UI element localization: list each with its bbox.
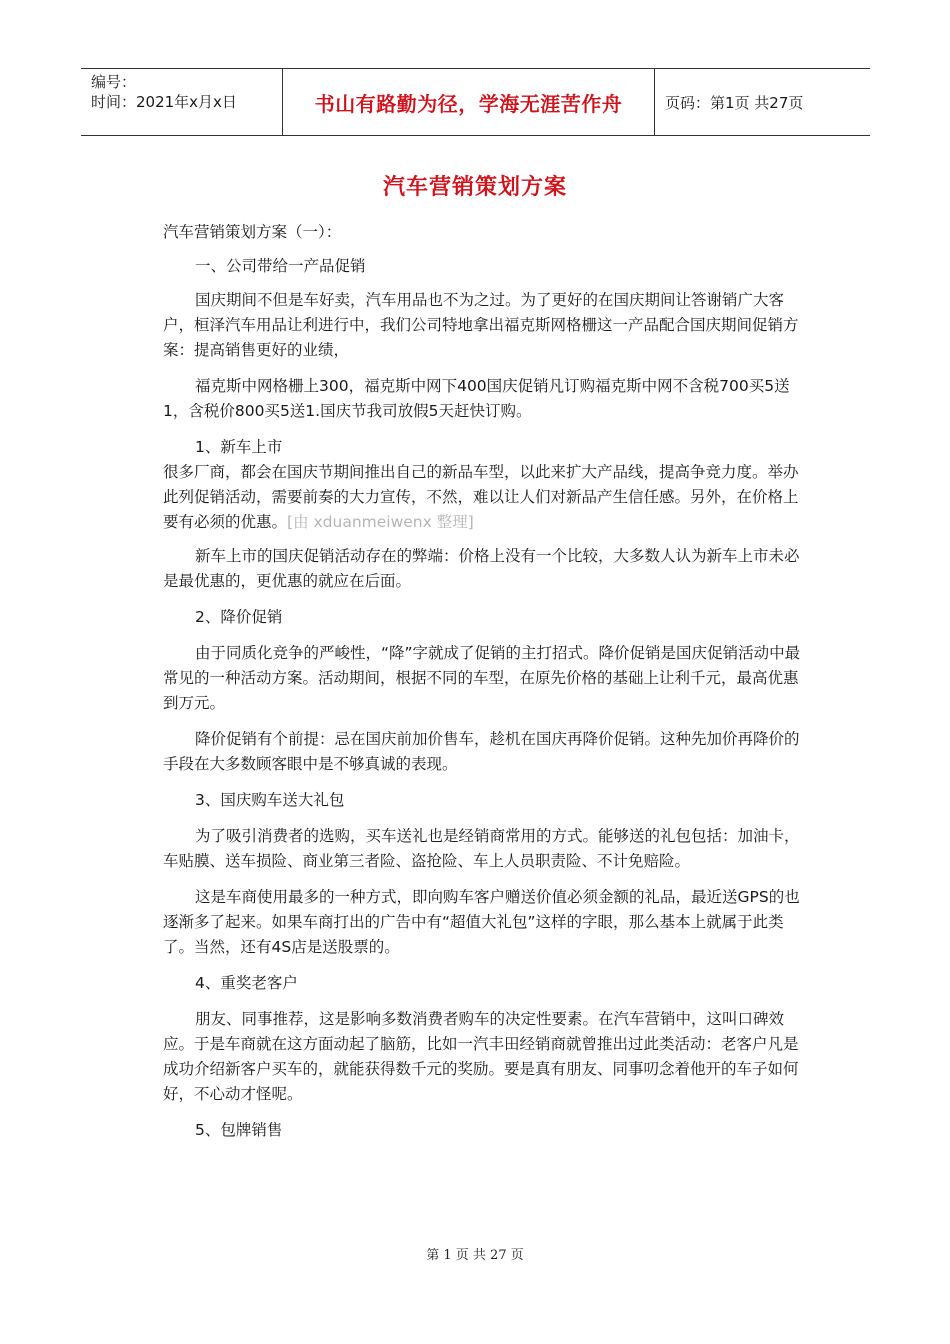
source-note: [由 xduanmeiwenx 整理] [287,513,474,531]
header-motto: 书山有路勤为径，学海无涯苦作舟 [282,69,655,135]
body-paragraph: 朋友、同事推荐，这是影响多数消费者购车的决定性要素。在汽车营销中，这叫口碑效应。于是车商就在这方面动起了脑筋，比如一汽丰田经销商就曾推出过此类活动：老客户凡是成功介绍新客户买车的，就能获得数千元的奖励。要是真有朋友、同事叨念着他开的车子如何好，不心动才怪呢。 [163,1010,799,1103]
intro-heading: 汽车营销策划方案（一）： [163,223,342,241]
body-paragraph: 国庆期间不但是车好卖，汽车用品也不为之过。为了更好的在国庆期间让答谢销广大客户，桓泽汽车用品让利进行中，我们公司特地拿出福克斯网格栅这一产品配合国庆期间促销方案：提高销售更好的业绩， [163,291,799,359]
body-paragraph: 降价促销有个前提：忌在国庆前加价售车，趁机在国庆再降价促销。这种先加价再降价的手段在大多数顾客眼中是不够真诚的表现。 [163,730,800,773]
paragraph-text: 很多厂商，都会在国庆节期间推出自己的新品车型，以此来扩大产品线，提高争竞力度。举办此列促销活动，需要前奏的大力宣传，不然，难以让人们对新品产生信任感。另外，在价格上要有必须的优惠。 [163,463,799,531]
header-page-info: 页码：第1页 共27页 [665,93,804,112]
body-paragraph: 这是车商使用最多的一种方式，即向购车客户赠送价值必须金额的礼品，最近送GPS的也逐渐多了起来。如果车商打出的广告中有“超值大礼包”这样的字眼，那么基本上就属于此类了。当然，还有4S店是送股票的。 [163,888,800,956]
list-heading: 4、重奖老客户 [195,974,298,992]
document-body [163,220,803,1143]
page-footer: 第 1 页 共 27 页 [426,1248,524,1263]
list-heading: 5、包牌销售 [195,1121,283,1139]
list-heading: 1、新车上市 [195,438,283,456]
body-paragraph: 为了吸引消费者的选购，买车送礼也是经销商常用的方式。能够送的礼包包括：加油卡，车贴膜、送车损险、商业第三者险、盗抢险、车上人员职责险、不计免赔险。 [163,827,800,870]
document-title: 汽车营销策划方案 [382,175,567,200]
body-paragraph: 由于同质化竞争的严峻性，“降”字就成了促销的主打招式。降价促销是国庆促销活动中最常见的一种活动方案。活动期间，根据不同的车型，在原先价格的基础上让利千元，最高优惠到万元。 [163,644,801,712]
page-header [81,68,870,136]
header-meta [81,69,282,135]
body-paragraph: 福克斯中网格栅上300，福克斯中网下400国庆促销凡订购福克斯中网不含税700买5送1，含税价800买5送1.国庆节我司放假5天赶快订购。 [163,377,790,420]
date-line: 时间：2021年x月x日 [91,93,237,111]
serial-label: 编号： [91,73,137,91]
body-paragraph: 新车上市的国庆促销活动存在的弊端：价格上没有一个比较，大多数人认为新车上市未必是最优惠的，更优惠的就应在后面。 [163,547,800,590]
body-paragraph [163,460,803,535]
list-heading: 2、降价促销 [195,608,283,626]
section-heading: 一、公司带给一产品促销 [195,257,366,275]
list-heading: 3、国庆购车送大礼包 [195,791,345,809]
